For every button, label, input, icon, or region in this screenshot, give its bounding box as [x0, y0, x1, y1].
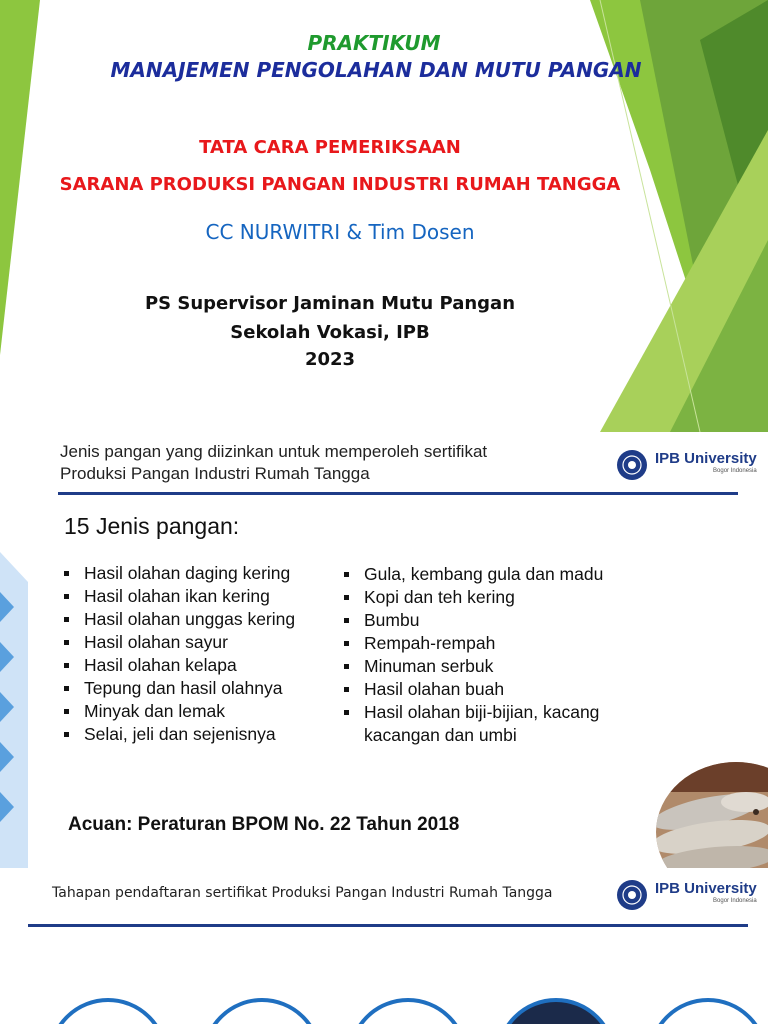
list-item: Hasil olahan daging kering [64, 562, 334, 585]
slide-heading [60, 441, 580, 485]
bullet-icon [344, 687, 349, 692]
list-item: Tepung dan hasil olahnya [64, 677, 334, 700]
bullet-icon [344, 595, 349, 600]
heading-divider [28, 924, 748, 927]
bullet-icon [64, 663, 69, 668]
ipb-logo-name: IPB University [655, 880, 757, 897]
step-circle-2 [204, 1000, 320, 1024]
praktikum-label: PRAKTIKUM [307, 31, 441, 55]
step-circle-3 [350, 1000, 466, 1024]
slide-heading-line2: Produksi Pangan Industri Rumah Tangga [60, 464, 370, 483]
list-item: Hasil olahan biji-bijian, kacang kacangan dan umbi [344, 701, 644, 747]
list-item: Hasil olahan sayur [64, 631, 334, 654]
ipb-logo [617, 450, 757, 480]
bullet-icon [64, 686, 69, 691]
list-item: Minuman serbuk [344, 655, 644, 678]
list-item: Hasil olahan kelapa [64, 654, 334, 677]
list-item: Hasil olahan buah [344, 678, 644, 701]
bullet-icon [344, 572, 349, 577]
bullet-icon [64, 640, 69, 645]
course-title: MANAJEMEN PENGOLAHAN DAN MUTU PANGAN [110, 58, 642, 82]
step-circles [0, 998, 768, 1024]
step-circle-1 [50, 1000, 166, 1024]
step-circle-4 [498, 1000, 614, 1024]
left-edge-accent [0, 432, 40, 868]
ipb-logo-subtitle: Bogor Indonesia [713, 468, 757, 474]
list-item: Bumbu [344, 609, 644, 632]
slide-heading-line1: Jenis pangan yang diizinkan untuk memperoleh sertifikat [60, 442, 488, 461]
food-list-left [64, 562, 334, 746]
step-circle-5 [650, 1000, 766, 1024]
year: 2023 [304, 349, 356, 370]
slide-heading: Tahapan pendaftaran sertifikat Produksi Pangan Industri Rumah Tangga [52, 885, 553, 901]
school-name: Sekolah Vokasi, IPB [230, 322, 430, 343]
ipb-seal-icon [617, 880, 647, 910]
list-item: Gula, kembang gula dan madu [344, 563, 644, 586]
food-types-subtitle: 15 Jenis pangan: [64, 513, 240, 539]
food-types-slide [0, 432, 768, 868]
list-item: Kopi dan teh kering [344, 586, 644, 609]
bullet-icon [344, 618, 349, 623]
bullet-icon [64, 709, 69, 714]
bullet-icon [344, 641, 349, 646]
title-slide [0, 0, 768, 432]
bullet-icon [64, 732, 69, 737]
ipb-seal-icon [617, 450, 647, 480]
bullet-icon [64, 617, 69, 622]
food-list-right [344, 563, 644, 747]
list-item: Selai, jeli dan sejenisnya [64, 723, 334, 746]
bullet-icon [344, 710, 349, 715]
presentation-title-line2: SARANA PRODUKSI PANGAN INDUSTRI RUMAH TANGGA [59, 174, 621, 195]
bullet-icon [64, 594, 69, 599]
bullet-icon [64, 571, 69, 576]
study-program: PS Supervisor Jaminan Mutu Pangan [144, 293, 516, 314]
bullet-icon [344, 664, 349, 669]
ipb-logo-subtitle: Bogor Indonesia [713, 898, 757, 904]
list-item: Hasil olahan unggas kering [64, 608, 334, 631]
ipb-logo-name: IPB University [655, 450, 757, 467]
registration-steps-slide [0, 868, 768, 1024]
presentation-title-line1: TATA CARA PEMERIKSAAN [199, 137, 461, 158]
list-item: Minyak dan lemak [64, 700, 334, 723]
list-item: Rempah-rempah [344, 632, 644, 655]
ipb-logo [617, 880, 757, 910]
reference-regulation: Acuan: Peraturan BPOM No. 22 Tahun 2018 [68, 814, 460, 835]
author: CC NURWITRI & Tim Dosen [205, 220, 475, 244]
heading-divider [58, 492, 738, 495]
dried-fish-photo [656, 752, 768, 868]
list-item: Hasil olahan ikan kering [64, 585, 334, 608]
